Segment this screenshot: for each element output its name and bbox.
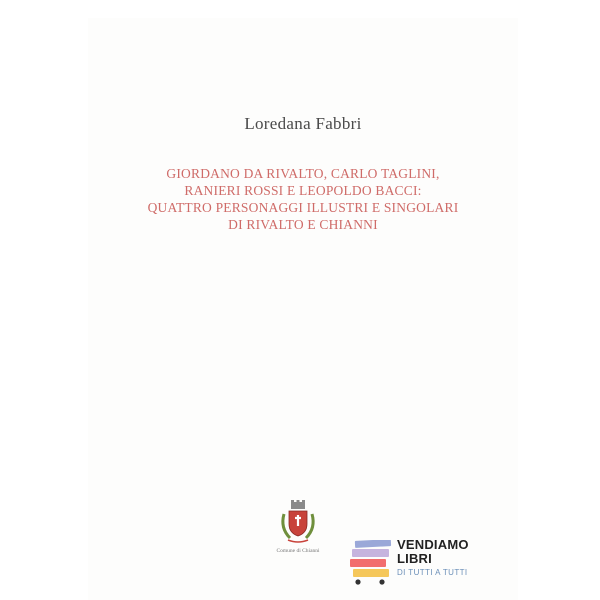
- book-stack-icon: [349, 540, 393, 586]
- brand-name-line2: LIBRI: [397, 551, 432, 566]
- municipal-emblem: [264, 500, 332, 554]
- title-line: DI RIVALTO E CHIANNI: [228, 217, 378, 232]
- book-title: [88, 165, 518, 233]
- brand-text: [397, 538, 469, 577]
- title-line: QUATTRO PERSONAGGI ILLUSTRI E SINGOLARI: [147, 200, 459, 215]
- title-line: GIORDANO DA RIVALTO, CARLO TAGLINI,: [166, 166, 440, 181]
- title-line: RANIERI ROSSI E LEOPOLDO BACCI:: [184, 183, 422, 198]
- brand-name-line1: VENDIAMO: [397, 537, 469, 552]
- vendiamo-libri-logo: [349, 536, 489, 592]
- author-name: Loredana Fabbri: [244, 114, 362, 133]
- municipal-coat-of-arms-icon: [278, 500, 318, 546]
- emblem-caption: Comune di Chianni: [276, 548, 320, 554]
- brand-tagline: DI TUTTI A TUTTI: [397, 568, 468, 577]
